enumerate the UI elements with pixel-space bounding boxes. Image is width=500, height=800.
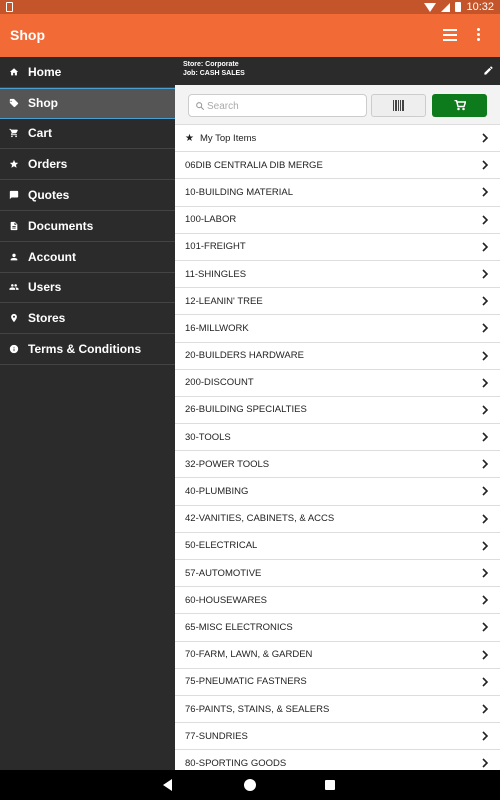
category-label: 65-MISC ELECTRONICS <box>185 621 293 633</box>
chevron-right-icon <box>480 296 490 306</box>
category-row[interactable] <box>175 234 500 261</box>
category-row[interactable] <box>175 696 500 723</box>
edit-icon[interactable] <box>483 65 494 76</box>
search-toolbar <box>175 85 500 125</box>
category-label: 16-MILLWORK <box>185 322 249 334</box>
category-label: 100-LABOR <box>185 214 237 226</box>
status-bar <box>0 0 500 14</box>
category-label: 200-DISCOUNT <box>185 377 254 389</box>
category-label: 75-PNEUMATIC FASTNERS <box>185 676 307 688</box>
chevron-right-icon <box>480 323 490 333</box>
info-icon <box>0 344 28 354</box>
sidebar-item-label: Orders <box>28 157 68 172</box>
chevron-right-icon <box>480 133 490 143</box>
chevron-right-icon <box>480 405 490 415</box>
category-row[interactable] <box>175 424 500 451</box>
chevron-right-icon <box>480 215 490 225</box>
category-label: 76-PAINTS, STAINS, & SEALERS <box>185 703 330 715</box>
recent-apps-icon[interactable] <box>325 780 335 790</box>
chevron-right-icon <box>480 622 490 632</box>
app-title: Shop <box>10 27 45 43</box>
home-icon <box>0 67 28 77</box>
category-label: 12-LEANIN' TREE <box>185 295 263 307</box>
search-icon <box>195 101 205 111</box>
more-options-icon[interactable] <box>473 28 483 42</box>
clock: 10:32 <box>466 1 494 13</box>
chevron-right-icon <box>480 432 490 442</box>
category-label: 26-BUILDING SPECIALTIES <box>185 404 307 416</box>
menu-icon[interactable] <box>443 29 457 41</box>
chevron-right-icon <box>480 568 490 578</box>
sidebar-item-label: Account <box>28 249 76 264</box>
document-icon <box>0 221 28 231</box>
sidebar-item-account[interactable] <box>0 242 175 273</box>
category-label: 10-BUILDING MATERIAL <box>185 186 294 198</box>
category-label: 06DIB CENTRALIA DIB MERGE <box>185 159 323 171</box>
barcode-scan-button[interactable] <box>371 94 426 117</box>
sd-card-icon <box>6 2 13 12</box>
sidebar-item-users[interactable] <box>0 273 175 304</box>
category-row[interactable] <box>175 397 500 424</box>
sidebar-item-label: Documents <box>28 218 94 233</box>
chevron-right-icon <box>480 677 490 687</box>
category-label: 60-HOUSEWARES <box>185 594 267 606</box>
category-label: 20-BUILDERS HARDWARE <box>185 350 304 362</box>
sidebar-item-terms-conditions[interactable] <box>0 334 175 365</box>
category-row[interactable] <box>175 152 500 179</box>
category-row[interactable] <box>175 179 500 206</box>
store-label: Store: Corporate <box>183 61 239 68</box>
category-row[interactable] <box>175 642 500 669</box>
sidebar-item-stores[interactable] <box>0 303 175 334</box>
chevron-right-icon <box>480 351 490 361</box>
category-row[interactable] <box>175 207 500 234</box>
category-row[interactable] <box>175 669 500 696</box>
pin-icon <box>0 313 28 323</box>
chevron-right-icon <box>480 269 490 279</box>
category-label: 50-ELECTRICAL <box>185 540 258 552</box>
chevron-right-icon <box>480 187 490 197</box>
sidebar-item-documents[interactable] <box>0 211 175 242</box>
category-row[interactable] <box>175 370 500 397</box>
chevron-right-icon <box>480 541 490 551</box>
chevron-right-icon <box>480 758 490 768</box>
category-row[interactable] <box>175 533 500 560</box>
my-top-items-row[interactable] <box>175 125 500 152</box>
category-row[interactable] <box>175 261 500 288</box>
store-job-header <box>175 57 500 85</box>
sidebar-item-label: Users <box>28 280 62 295</box>
sidebar-item-shop[interactable] <box>0 88 175 119</box>
back-icon[interactable] <box>163 779 172 791</box>
category-label: 40-PLUMBING <box>185 486 249 498</box>
category-label: 70-FARM, LAWN, & GARDEN <box>185 649 313 661</box>
category-label: 30-TOOLS <box>185 431 231 443</box>
sidebar-item-label: Stores <box>28 311 66 326</box>
category-row[interactable] <box>175 451 500 478</box>
sidebar-item-label: Cart <box>28 126 53 141</box>
chevron-right-icon <box>480 731 490 741</box>
category-label: 57-AUTOMOTIVE <box>185 567 262 579</box>
people-icon <box>0 282 28 292</box>
chevron-right-icon <box>480 160 490 170</box>
sidebar-item-label: Shop <box>28 96 58 111</box>
category-label: 32-POWER TOOLS <box>185 458 270 470</box>
cart-button[interactable] <box>432 94 487 117</box>
battery-icon <box>455 2 461 12</box>
sidebar-item-quotes[interactable] <box>0 180 175 211</box>
home-nav-icon[interactable] <box>244 779 256 791</box>
sidebar <box>0 57 175 770</box>
star-icon: ★ <box>185 132 194 144</box>
job-label: Job: CASH SALES <box>183 70 245 77</box>
chevron-right-icon <box>480 595 490 605</box>
search-box <box>188 94 367 117</box>
app-bar <box>0 14 500 57</box>
sidebar-item-orders[interactable] <box>0 149 175 180</box>
sidebar-item-home[interactable] <box>0 57 175 88</box>
chevron-right-icon <box>480 486 490 496</box>
barcode-icon <box>393 100 405 111</box>
category-label: 80-SPORTING GOODS <box>185 757 287 769</box>
sidebar-item-label: Home <box>28 64 62 79</box>
chevron-right-icon <box>480 459 490 469</box>
sidebar-item-cart[interactable] <box>0 119 175 150</box>
category-label: My Top Items <box>199 132 257 144</box>
category-list <box>175 125 500 770</box>
chat-icon <box>0 190 28 200</box>
category-label: 11-SHINGLES <box>185 268 247 280</box>
wifi-icon <box>424 3 436 12</box>
category-label: 101-FREIGHT <box>185 241 246 253</box>
chevron-right-icon <box>480 650 490 660</box>
chevron-right-icon <box>480 704 490 714</box>
chevron-right-icon <box>480 242 490 252</box>
navigation-bar <box>0 770 500 800</box>
status-icons <box>424 0 494 14</box>
category-row[interactable] <box>175 288 500 315</box>
category-row[interactable] <box>175 343 500 370</box>
chevron-right-icon <box>480 378 490 388</box>
category-row[interactable] <box>175 614 500 641</box>
category-row[interactable] <box>175 723 500 750</box>
star-icon <box>0 159 28 169</box>
cart-icon <box>454 100 466 111</box>
category-row[interactable] <box>175 506 500 533</box>
category-label: 42-VANITIES, CABINETS, & ACCS <box>185 513 335 525</box>
category-row[interactable] <box>175 750 500 770</box>
person-icon <box>0 252 28 262</box>
search-input[interactable] <box>207 98 362 114</box>
cart-icon <box>0 128 28 138</box>
category-label: 77-SUNDRIES <box>185 730 248 742</box>
category-row[interactable] <box>175 478 500 505</box>
sidebar-item-label: Terms & Conditions <box>28 342 142 357</box>
chevron-right-icon <box>480 514 490 524</box>
tag-icon <box>0 98 28 108</box>
category-row[interactable] <box>175 587 500 614</box>
signal-icon <box>441 3 450 12</box>
category-row[interactable] <box>175 560 500 587</box>
category-row[interactable] <box>175 315 500 342</box>
sidebar-item-label: Quotes <box>28 188 70 203</box>
